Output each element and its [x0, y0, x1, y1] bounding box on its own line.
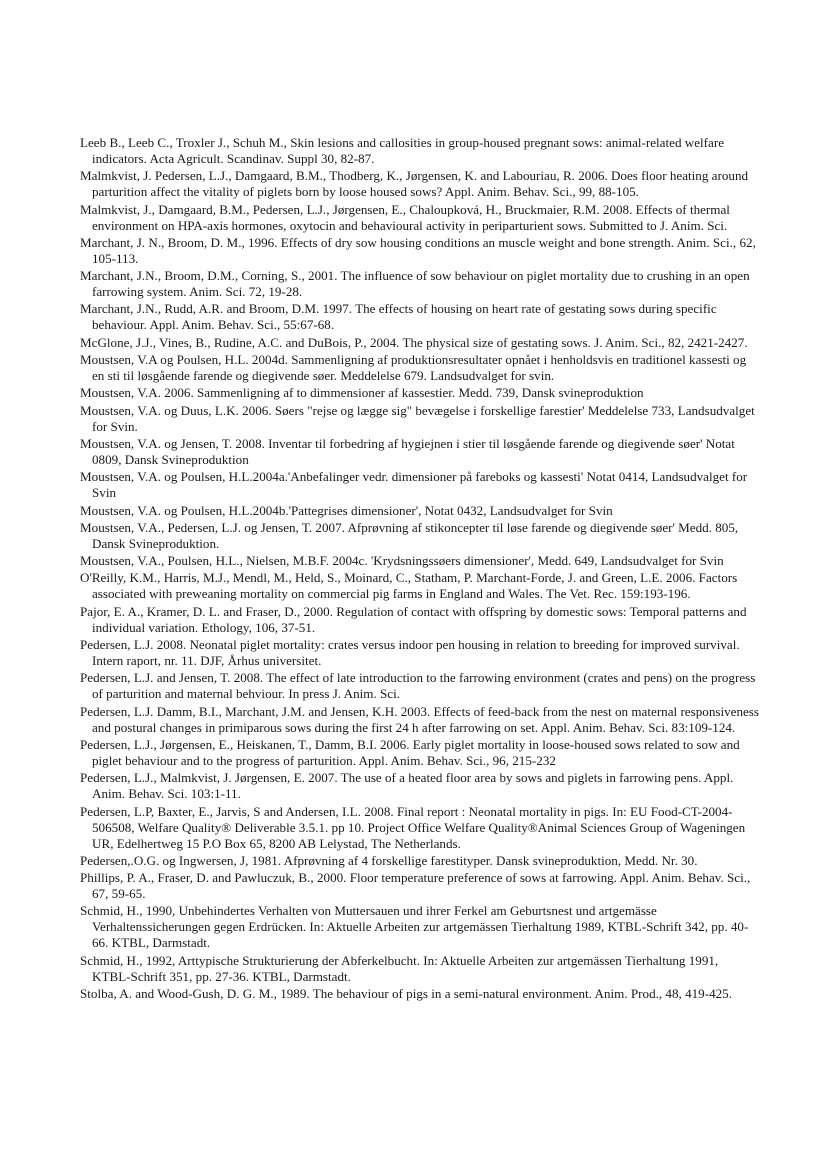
reference-entry: Malmkvist, J., Damgaard, B.M., Pedersen, L.J., Jørgensen, E., Chaloupková, H., Bruckmaier, R.M. 2008. Effects of thermal environment on HPA-axis hormones, oxytocin and behavioural activity in periparturient sows. Submitted to J. Anim. Sci. [80, 201, 730, 233]
reference-entry: Pedersen, L.P, Baxter, E., Jarvis, S and Andersen, I.L. 2008. Final report : Neonatal mortality in pigs. In: EU Food-CT-2004-506508, Welfare Quality® Deliverable 3.5.1. pp 10. Project Office Welfare Quality®Animal Sciences Group of Wageningen UR, Edelhertweg 15 P.O Box 65, 8200 AB Lelystad, The Netherlands. [80, 803, 746, 851]
reference-entry: Schmid, H., 1992, Arttypische Strukturierung der Abferkelbucht. In: Aktuelle Arbeiten zur artgemässen Tierhaltung 1991, KTBL-Schrift 351, pp. 27-36. KTBL, Darmstadt. [80, 952, 719, 984]
reference-list [80, 135, 760, 1003]
reference-entry: Malmkvist, J. Pedersen, L.J., Damgaard, B.M., Thodberg, K., Jørgensen, K. and Labouriau, R. 2006. Does floor heating around parturition affect the vitality of piglets born by loose housed sows? Appl. Anim. Behav. Sci., 99, 88-105. [80, 168, 749, 200]
reference-entry: Moustsen, V.A. og Poulsen, H.L.2004b.'Pattegrises dimensioner', Notat 0432, Landsudvalget for Svin [80, 502, 613, 518]
reference-entry: Phillips, P. A., Fraser, D. and Pawluczuk, B., 2000. Floor temperature preference of sows at farrowing. Appl. Anim. Behav. Sci., 67, 59-65. [80, 870, 751, 902]
reference-entry: Pedersen, L.J., Malmkvist, J. Jørgensen, E. 2007. The use of a heated floor area by sows and piglets in farrowing pens. Appl. Anim. Behav. Sci. 103:1-11. [80, 770, 734, 802]
reference-entry: O'Reilly, K.M., Harris, M.J., Mendl, M., Held, S., Moinard, C., Statham, P. Marchant-Forde, J. and Green, L.E. 2006. Factors associated with preweaning mortality on commercial pig farms in England and Wales. The Vet. Rec. 159:193-196. [80, 570, 738, 602]
reference-entry: Pedersen,.O.G. og Ingwersen, J, 1981. Afprøvning af 4 forskellige farestityper. Dansk svineproduktion, Medd. Nr. 30. [80, 852, 698, 868]
reference-entry: Moustsen, V.A. og Jensen, T. 2008. Inventar til forbedring af hygiejnen i stier til løsgående farende og diegivende søer' Notat 0809, Dansk Svineproduktion [80, 435, 735, 467]
reference-entry: Schmid, H., 1990, Unbehindertes Verhalten von Muttersauen und ihrer Ferkel am Geburtsnest und artgemässe Verhaltenssicherungen gegen Erdrücken. In: Aktuelle Arbeiten zur artgemässen Tierhaltung 1989, KTBL-Schrift 342, pp. 40-66. KTBL, Darmstadt. [80, 903, 749, 951]
reference-entry: Moustsen, V.A. og Duus, L.K. 2006. Søers "rejse og lægge sig" bevægelse i forskellige farestier' Meddelelse 733, Landsudvalget for Svin. [80, 402, 755, 434]
reference-entry: Marchant, J. N., Broom, D. M., 1996. Effects of dry sow housing conditions an muscle weight and bone strength. Anim. Sci., 62, 105-113. [80, 234, 756, 266]
reference-entry: Pedersen, L.J. Damm, B.I., Marchant, J.M. and Jensen, K.H. 2003. Effects of feed-back from the nest on maternal responsiveness and postural changes in primiparous sows during the first 24 h after farrowing on set. Appl. Anim. Behav. Sci. 83:109-124. [80, 703, 760, 735]
reference-entry: Moustsen, V.A. 2006. Sammenligning af to dimmensioner af kassestier. Medd. 739, Dansk svineproduktion [80, 385, 644, 401]
reference-entry: Pedersen, L.J., Jørgensen, E., Heiskanen, T., Damm, B.I. 2006. Early piglet mortality in loose-housed sows related to sow and piglet behaviour and to the progress of parturition. Appl. Anim. Behav. Sci., 96, 215-232 [80, 736, 740, 768]
reference-entry: Marchant, J.N., Broom, D.M., Corning, S., 2001. The influence of sow behaviour on piglet mortality due to crushing in an open farrowing system. Anim. Sci. 72, 19-28. [80, 268, 750, 300]
reference-entry: Marchant, J.N., Rudd, A.R. and Broom, D.M. 1997. The effects of housing on heart rate of gestating sows during specific behaviour. Appl. Anim. Behav. Sci., 55:67-68. [80, 301, 717, 333]
reference-entry: Stolba, A. and Wood-Gush, D. G. M., 1989. The behaviour of pigs in a semi-natural environment. Anim. Prod., 48, 419-425. [80, 986, 732, 1002]
reference-entry: Leeb B., Leeb C., Troxler J., Schuh M., Skin lesions and callosities in group-housed pregnant sows: animal-related welfare indicators. Acta Agricult. Scandinav. Suppl 30, 82-87. [80, 135, 725, 166]
reference-entry: Pedersen, L.J. 2008. Neonatal piglet mortality: crates versus indoor pen housing in relation to breeding for improved survival. Intern raport, nr. 11. DJF, Århus universitet. [80, 637, 740, 669]
reference-entry: Moustsen, V.A., Poulsen, H.L., Nielsen, M.B.F. 2004c. 'Krydsningssøers dimensioner', Medd. 649, Landsudvalget for Svin [80, 553, 724, 569]
reference-entry: Moustsen, V.A og Poulsen, H.L. 2004d. Sammenligning af produktionsresultater opnået i henholdsvis en traditionel kassesti og en sti til løsgående farende og diegivende søer. Meddelelse 679. Landsudvalget for svin. [80, 352, 747, 384]
reference-entry: Moustsen, V.A., Pedersen, L.J. og Jensen, T. 2007. Afprøvning af stikoncepter til løse farende og diegivende søer' Medd. 805, Dansk Svineproduktion. [80, 519, 739, 551]
reference-entry: Moustsen, V.A. og Poulsen, H.L.2004a.'Anbefalinger vedr. dimensioner på fareboks og kassesti' Notat 0414, Landsudvalget for Svin [80, 469, 748, 501]
reference-entry: Pedersen, L.J. and Jensen, T. 2008. The effect of late introduction to the farrowing environment (crates and pens) on the progress of parturition and maternal behviour. In press J. Anim. Sci. [80, 670, 756, 702]
reference-entry: Pajor, E. A., Kramer, D. L. and Fraser, D., 2000. Regulation of contact with offspring by domestic sows: Temporal patterns and individual variation. Ethology, 106, 37-51. [80, 603, 747, 635]
reference-entry: McGlone, J.J., Vines, B., Rudine, A.C. and DuBois, P., 2004. The physical size of gestating sows. J. Anim. Sci., 82, 2421-2427. [80, 334, 748, 350]
